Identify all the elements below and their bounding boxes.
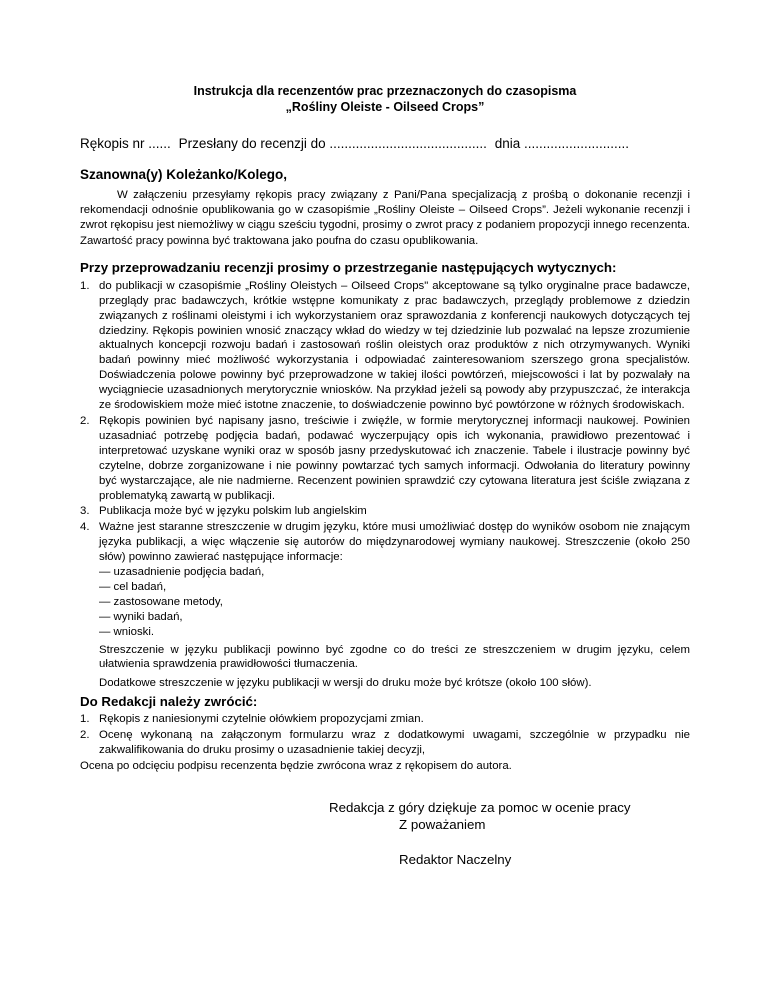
guidelines-heading: Przy przeprowadzaniu recenzji prosimy o przestrzeganie następujących wytycznych: <box>80 259 617 275</box>
abstract-point: — cel badań, <box>99 580 167 593</box>
item-text: Ocenę wykonaną na załączonym formularzu wraz z dodatkowymi uwagami, szczególnie w przypadku nie zakwalifikowania do druku prosimy o uzasadnienie takiej decyzji, <box>99 729 690 757</box>
item-text: Ważne jest staranne streszczenie w drugim języku, które musi umożliwiać dostęp do wyników osobom nie znającym języka publikacji, a więc włączenie się autorów do międzynarodowej wymiany naukowej. Streszczenie (około 250 słów) powinno zawierać następujące informacje: <box>99 521 690 564</box>
abstract-point: — wnioski. <box>99 625 155 638</box>
item-text: Rękopis z naniesionymi czytelnie ołówkiem propozycjami zmian. <box>99 713 424 726</box>
guideline-item-2 <box>80 414 690 503</box>
manuscript-number: Rękopis nr ...... <box>80 136 171 151</box>
manuscript-meta <box>80 135 690 153</box>
return-item-1 <box>80 712 690 727</box>
intro-paragraph: W załączeniu przesyłamy rękopis pracy związany z Pani/Pana specjalizacją z prośbą o dokonanie recenzji i rekomendacji odnośnie opublikowania go w czasopiśmie „Rośliny Oleiste – Oilseed Crops”. Jeżeli wykonanie recenzji i zwrot rękopisu jest niemożliwy w ciągu sześciu tygodni, prosimy o zwrot pracy z podaniem propozycji innego recenzenta. Zawartość pracy powinna być traktowana jako poufna do czasu opublikowania. <box>80 189 690 247</box>
abstract-point: — wyniki badań, <box>99 610 183 623</box>
item-text: Rękopis powinien być napisany jasno, treściwie i zwięźle, w formie merytorycznej informacji naukowej. Powinien uzasadniać potrzebę podjęcia badań, podawać wyczerpujący opis ich wykonania, prawidłowo prezentować i interpretować uzyskane wyniki oraz w sposób jasny przedyskutować ich znaczenie. Tabele i ilustracje powinny być czytelne, dobrze zorganizowane i nie powinny powtarzać tych samych informacji. Odwołania do literatury powinny być wystarczające, ale nie nadmierne. Recenzent powinien sprawdzić czy cytowana literatura jest ściśle związana z problematyką zawartą w publikacji. <box>99 414 690 502</box>
sent-for-review: Przesłany do recenzji do .......................................... <box>178 136 487 151</box>
title-line-1: Instrukcja dla recenzentów prac przeznaczonych do czasopisma <box>193 84 577 98</box>
closing-signature: Redaktor Naczelny <box>399 852 512 867</box>
item-number: 2. <box>80 729 90 742</box>
return-heading: Do Redakcji należy zwrócić: <box>80 694 258 710</box>
title-line-2: „Rośliny Oleiste - Oilseed Crops” <box>285 100 485 114</box>
item-text: Publikacja może być w języku polskim lub angielskim <box>99 505 367 518</box>
closing-block <box>329 799 690 868</box>
closing-regards: Z poważaniem <box>399 817 486 832</box>
abstract-point: — zastosowane metody, <box>99 595 223 608</box>
item-number: 1. <box>80 713 90 726</box>
closing-thanks: Redakcja z góry dziękuje za pomoc w ocenie pracy <box>329 800 631 815</box>
abstract-consistency-note: Streszczenie w języku publikacji powinno być zgodne co do treści ze streszczeniem w drugim języku, celem ułatwienia sprawdzenia prawidłowości tłumaczenia. <box>99 643 690 671</box>
item-number: 4. <box>80 521 90 534</box>
additional-abstract-note: Dodatkowe streszczenie w języku publikacji w wersji do druku może być krótsze (około 100 słów). <box>99 677 592 690</box>
item-number: 1. <box>80 279 90 292</box>
document-title <box>80 83 690 115</box>
greeting: Szanowna(y) Koleżanko/Kolego, <box>80 167 288 182</box>
guideline-item-3 <box>80 504 690 519</box>
item-number: 2. <box>80 414 90 427</box>
abstract-point: — uzasadnienie podjęcia badań, <box>99 566 265 579</box>
item-text: do publikacji w czasopiśmie „Rośliny Oleistych – Oilseed Crops" akceptowane są tylko oryginalne prace badawcze, przeglądy prac badawczych, krótkie wstępne komunikaty z prac badawczych, przeglądy problemowe z dziedzin związanych z roślinami oleistymi i ich wykorzystaniem oraz sprawozdania z konferencji naukowych dotyczących tej dziedziny. Rękopis powinien wnosić znaczący wkład do wiedzy w tej dziedzinie lub pozwalać na lepsze zrozumienie aktualnych koncepcji rozwoju badań i zastosowań roślin oleistych oraz produktów z nich otrzymywanych. Wyniki badań powinny mieć możliwość wykorzystania i odpowiadać zainteresowaniom szerszego grona specjalistów. Doświadczenia polowe powinny być przeprowadzone w takiej ilości powtórzeń, miejscowości i lat by pozwalały na wyciągniecie uzasadnionych merytorycznie wniosków. Na przykład jeżeli są powody aby przypuszczać, że interakcja ze środowiskiem może mieć istotne znaczenie, to doświadczenie powinno być powtórzone w różnych środowiskach. <box>99 279 690 412</box>
guideline-item-1 <box>80 279 690 413</box>
return-list <box>80 712 690 758</box>
guideline-item-4 <box>80 520 690 691</box>
item-number: 3. <box>80 505 90 518</box>
document-page <box>80 83 690 868</box>
guidelines-list <box>80 279 690 691</box>
final-note: Ocena po odcięciu podpisu recenzenta będzie zwrócona wraz z rękopisem do autora. <box>80 760 512 772</box>
return-item-2 <box>80 728 690 758</box>
review-date: dnia ............................ <box>494 136 629 151</box>
